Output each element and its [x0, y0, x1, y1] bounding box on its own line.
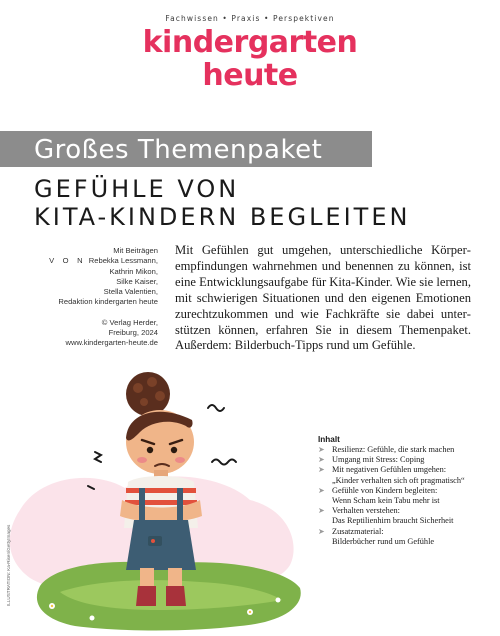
- credits-block: [8, 246, 158, 349]
- toc-item[interactable]: [318, 455, 494, 465]
- credits-copyright: © Verlag Herder,: [101, 317, 158, 327]
- arrow-right-icon: ➤: [318, 506, 325, 516]
- credits-authors-first: [8, 256, 158, 266]
- credits-author: Silke Kaiser,: [116, 276, 158, 286]
- toc-item-sublabel: Bilderbücher rund um Gefühle: [332, 536, 435, 546]
- toc-item-label: Umgang mit Stress: Coping: [332, 455, 425, 465]
- page-title-line1: GEFÜHLE VON: [34, 175, 240, 203]
- arrow-right-icon: ➤: [318, 465, 325, 475]
- toc-item-label: Gefühle von Kindern begleiten:: [332, 485, 438, 495]
- kicker-heading: Großes Themenpaket: [34, 135, 323, 165]
- toc-item-label: Zusatzmaterial:: [332, 526, 384, 536]
- credits-place: Freiburg, 2024: [108, 328, 158, 338]
- toc-item[interactable]: [318, 486, 494, 506]
- tagline: Fachwissen • Praxis • Perspektiven: [165, 14, 335, 23]
- credits-editorial: Redaktion kindergarten heute: [58, 297, 158, 307]
- toc-item-label: Mit negativen Gefühlen umgehen:: [332, 465, 447, 475]
- toc-item[interactable]: [318, 527, 494, 547]
- intro-paragraph: Mit Gefühlen gut umgehen, unterschiedliche Körperempfindungen wahrnehmen und benennen zu können, ist eine Entwicklungsaufgabe für Kita-Kinder. Wie sie lernen, mit schwierigen Situationen und den eigenen Emotionen zurechtzukommen und wie Fachkräfte sie dabei unterstützen können, erfahren Sie in diesem Themenpaket. Außerdem: Bilderbuch-Tipps rund um Gefühle.: [175, 243, 471, 353]
- toc-title: Inhalt: [318, 435, 340, 444]
- toc-item[interactable]: [318, 465, 494, 485]
- toc-item[interactable]: [318, 445, 494, 455]
- credits-author: Stella Valentien,: [103, 287, 158, 297]
- toc-item[interactable]: [318, 506, 494, 526]
- arrow-right-icon: ➤: [318, 455, 325, 465]
- credits-author: Rebekka Lessmann,: [88, 256, 158, 266]
- credits-author: Kathrin Mikon,: [109, 266, 158, 276]
- toc-item-sublabel: „Kinder verhalten sich oft pragmatisch“: [332, 475, 465, 485]
- table-of-contents: [318, 435, 494, 547]
- toc-item-label: Verhalten verstehen:: [332, 506, 400, 516]
- brand-logo-line2: heute: [202, 58, 298, 93]
- credits-url[interactable]: www.kindergarten-heute.de: [65, 338, 158, 348]
- illustration-credit: ILLUSTRATION: Ka-Risen/GettyImages: [6, 524, 11, 606]
- toc-item-sublabel: Wenn Scham kein Tabu mehr ist: [332, 496, 440, 506]
- child-illustration: [0, 360, 330, 636]
- toc-item-label: Resilienz: Gefühle, die stark machen: [332, 445, 455, 454]
- page-title-line2: KITA-KINDERN BEGLEITEN: [34, 203, 411, 231]
- credits-intro: Mit Beiträgen: [113, 246, 158, 255]
- arrow-right-icon: ➤: [318, 526, 325, 536]
- toc-item-sublabel: Das Reptilienhirn braucht Sicherheit: [332, 516, 454, 526]
- credits-von: V O N: [49, 256, 86, 266]
- arrow-right-icon: ➤: [318, 445, 325, 454]
- arrow-right-icon: ➤: [318, 485, 325, 495]
- brand-logo-line1: kindergarten: [142, 25, 358, 60]
